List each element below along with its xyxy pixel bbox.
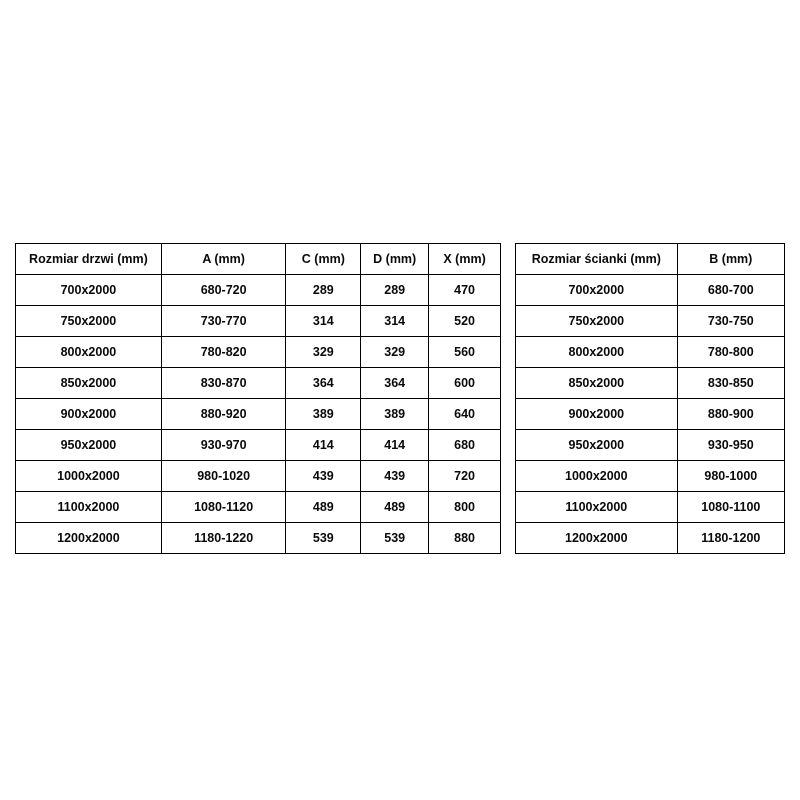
column-header-a: A (mm) xyxy=(161,244,286,275)
cell-c: 364 xyxy=(286,368,361,399)
table-header-row xyxy=(16,244,501,275)
cell-a: 680-720 xyxy=(161,275,286,306)
cell-d: 489 xyxy=(361,492,429,523)
cell-c: 439 xyxy=(286,461,361,492)
cell-d: 329 xyxy=(361,337,429,368)
cell-a: 830-870 xyxy=(161,368,286,399)
table-row xyxy=(516,399,785,430)
cell-b: 880-900 xyxy=(677,399,784,430)
cell-d: 314 xyxy=(361,306,429,337)
column-header-c: C (mm) xyxy=(286,244,361,275)
table-row xyxy=(516,523,785,554)
cell-c: 329 xyxy=(286,337,361,368)
cell-wall-size: 700x2000 xyxy=(516,275,678,306)
table-header-row xyxy=(516,244,785,275)
cell-d: 364 xyxy=(361,368,429,399)
cell-c: 389 xyxy=(286,399,361,430)
cell-a: 1180-1220 xyxy=(161,523,286,554)
table-row xyxy=(516,368,785,399)
table-row xyxy=(516,492,785,523)
table-row xyxy=(16,399,501,430)
cell-b: 1080-1100 xyxy=(677,492,784,523)
cell-d: 439 xyxy=(361,461,429,492)
cell-x: 560 xyxy=(429,337,501,368)
table-row xyxy=(16,430,501,461)
cell-b: 1180-1200 xyxy=(677,523,784,554)
cell-door-size: 1000x2000 xyxy=(16,461,162,492)
cell-door-size: 1200x2000 xyxy=(16,523,162,554)
cell-c: 489 xyxy=(286,492,361,523)
cell-door-size: 850x2000 xyxy=(16,368,162,399)
table-row xyxy=(16,337,501,368)
cell-c: 314 xyxy=(286,306,361,337)
table-row xyxy=(16,275,501,306)
cell-x: 880 xyxy=(429,523,501,554)
cell-x: 680 xyxy=(429,430,501,461)
table-row xyxy=(16,306,501,337)
table-row xyxy=(16,461,501,492)
cell-b: 730-750 xyxy=(677,306,784,337)
cell-c: 414 xyxy=(286,430,361,461)
cell-door-size: 700x2000 xyxy=(16,275,162,306)
table-row xyxy=(516,275,785,306)
column-header-d: D (mm) xyxy=(361,244,429,275)
cell-wall-size: 900x2000 xyxy=(516,399,678,430)
cell-a: 880-920 xyxy=(161,399,286,430)
cell-wall-size: 850x2000 xyxy=(516,368,678,399)
cell-wall-size: 800x2000 xyxy=(516,337,678,368)
cell-x: 800 xyxy=(429,492,501,523)
column-header-door-size: Rozmiar drzwi (mm) xyxy=(16,244,162,275)
cell-d: 539 xyxy=(361,523,429,554)
table-row xyxy=(516,306,785,337)
column-header-x: X (mm) xyxy=(429,244,501,275)
cell-door-size: 800x2000 xyxy=(16,337,162,368)
cell-door-size: 1100x2000 xyxy=(16,492,162,523)
cell-door-size: 950x2000 xyxy=(16,430,162,461)
cell-wall-size: 1000x2000 xyxy=(516,461,678,492)
cell-c: 539 xyxy=(286,523,361,554)
cell-wall-size: 1200x2000 xyxy=(516,523,678,554)
cell-a: 1080-1120 xyxy=(161,492,286,523)
table-row xyxy=(16,492,501,523)
cell-door-size: 900x2000 xyxy=(16,399,162,430)
cell-door-size: 750x2000 xyxy=(16,306,162,337)
cell-d: 389 xyxy=(361,399,429,430)
cell-b: 680-700 xyxy=(677,275,784,306)
cell-b: 830-850 xyxy=(677,368,784,399)
column-header-b: B (mm) xyxy=(677,244,784,275)
cell-d: 414 xyxy=(361,430,429,461)
wall-dimensions-table xyxy=(515,243,785,554)
cell-b: 780-800 xyxy=(677,337,784,368)
cell-x: 720 xyxy=(429,461,501,492)
cell-wall-size: 750x2000 xyxy=(516,306,678,337)
wall-table-block xyxy=(515,243,785,554)
cell-x: 600 xyxy=(429,368,501,399)
cell-x: 470 xyxy=(429,275,501,306)
table-row xyxy=(516,461,785,492)
cell-a: 780-820 xyxy=(161,337,286,368)
cell-b: 930-950 xyxy=(677,430,784,461)
cell-d: 289 xyxy=(361,275,429,306)
doors-dimensions-table xyxy=(15,243,501,554)
table-row xyxy=(516,337,785,368)
cell-wall-size: 950x2000 xyxy=(516,430,678,461)
column-header-wall-size: Rozmiar ścianki (mm) xyxy=(516,244,678,275)
table-row xyxy=(16,368,501,399)
cell-x: 640 xyxy=(429,399,501,430)
cell-a: 980-1020 xyxy=(161,461,286,492)
table-row xyxy=(516,430,785,461)
doors-table-block xyxy=(15,243,501,554)
cell-a: 930-970 xyxy=(161,430,286,461)
cell-a: 730-770 xyxy=(161,306,286,337)
cell-b: 980-1000 xyxy=(677,461,784,492)
cell-x: 520 xyxy=(429,306,501,337)
cell-wall-size: 1100x2000 xyxy=(516,492,678,523)
cell-c: 289 xyxy=(286,275,361,306)
table-row xyxy=(16,523,501,554)
